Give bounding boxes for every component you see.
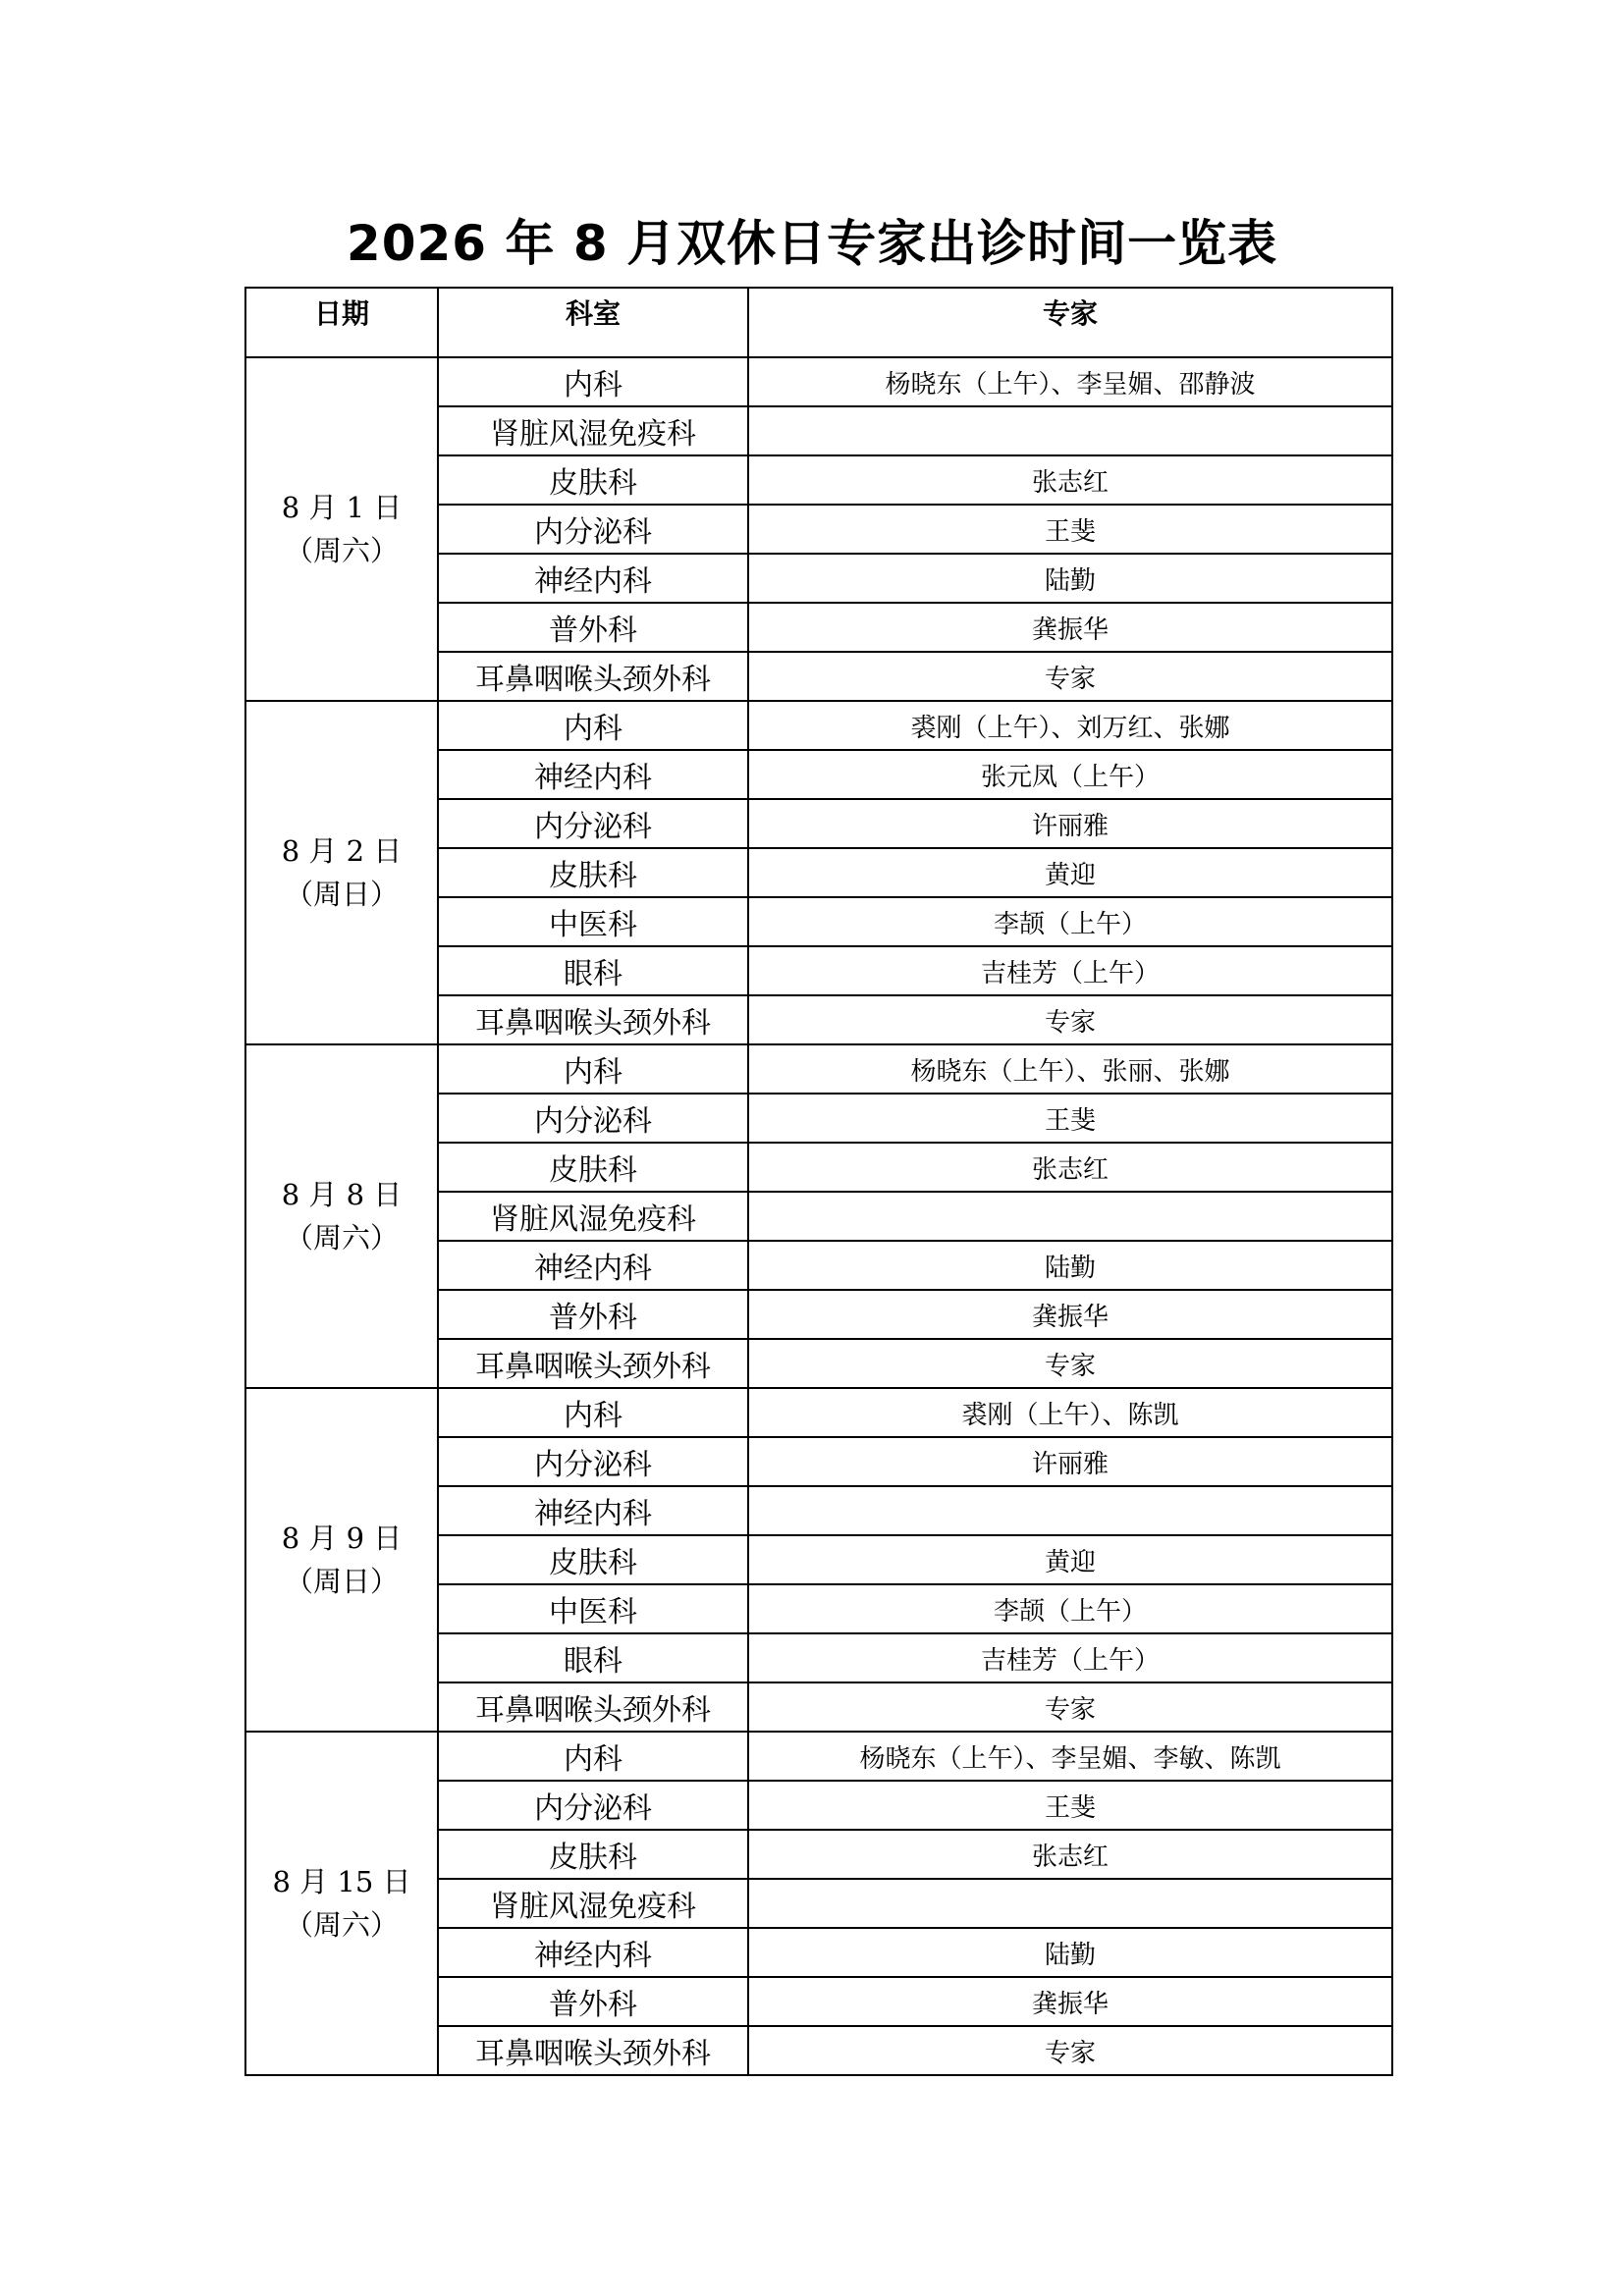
date-cell bbox=[245, 701, 438, 1044]
department-cell: 内科 bbox=[438, 1044, 748, 1094]
header-date: 日期 bbox=[245, 288, 438, 357]
table-header-row bbox=[245, 288, 1392, 357]
date-label: 8 月 1 日 bbox=[281, 491, 403, 524]
expert-cell: 王斐 bbox=[748, 1781, 1392, 1830]
date-label: 8 月 8 日 bbox=[281, 1178, 403, 1211]
table-row bbox=[245, 1732, 1392, 1781]
department-cell: 皮肤科 bbox=[438, 1143, 748, 1192]
expert-cell: 杨晓东（上午）、李呈媚、李敏、陈凯 bbox=[748, 1732, 1392, 1781]
department-cell: 眼科 bbox=[438, 946, 748, 995]
expert-cell: 黄迎 bbox=[748, 848, 1392, 897]
expert-cell: 专家 bbox=[748, 2026, 1392, 2075]
expert-cell: 王斐 bbox=[748, 505, 1392, 554]
expert-cell: 陆勤 bbox=[748, 1241, 1392, 1290]
expert-cell bbox=[748, 1192, 1392, 1241]
table-row bbox=[245, 1044, 1392, 1094]
expert-cell: 许丽雅 bbox=[748, 1437, 1392, 1486]
department-cell: 耳鼻咽喉头颈外科 bbox=[438, 2026, 748, 2075]
department-cell: 普外科 bbox=[438, 603, 748, 652]
table-row bbox=[245, 357, 1392, 406]
expert-cell bbox=[748, 1879, 1392, 1928]
expert-cell: 吉桂芳（上午） bbox=[748, 1633, 1392, 1682]
department-cell: 肾脏风湿免疫科 bbox=[438, 1879, 748, 1928]
expert-cell: 龚振华 bbox=[748, 603, 1392, 652]
expert-cell: 陆勤 bbox=[748, 554, 1392, 603]
department-cell: 神经内科 bbox=[438, 554, 748, 603]
weekday-label: （周日） bbox=[284, 1565, 399, 1598]
department-cell: 内科 bbox=[438, 1732, 748, 1781]
department-cell: 中医科 bbox=[438, 1584, 748, 1633]
expert-cell bbox=[748, 1486, 1392, 1535]
department-cell: 内科 bbox=[438, 1388, 748, 1437]
expert-cell: 龚振华 bbox=[748, 1290, 1392, 1339]
department-cell: 皮肤科 bbox=[438, 1535, 748, 1584]
expert-cell: 吉桂芳（上午） bbox=[748, 946, 1392, 995]
department-cell: 内科 bbox=[438, 701, 748, 750]
date-cell bbox=[245, 1044, 438, 1388]
date-cell bbox=[245, 357, 438, 701]
expert-cell: 黄迎 bbox=[748, 1535, 1392, 1584]
expert-cell: 专家 bbox=[748, 1682, 1392, 1732]
department-cell: 皮肤科 bbox=[438, 848, 748, 897]
expert-cell: 李颉（上午） bbox=[748, 897, 1392, 946]
header-department: 科室 bbox=[438, 288, 748, 357]
date-cell bbox=[245, 1732, 438, 2075]
schedule-body bbox=[245, 357, 1392, 2075]
expert-cell: 杨晓东（上午）、李呈媚、邵静波 bbox=[748, 357, 1392, 406]
department-cell: 耳鼻咽喉头颈外科 bbox=[438, 1682, 748, 1732]
department-cell: 神经内科 bbox=[438, 1928, 748, 1977]
expert-cell: 龚振华 bbox=[748, 1977, 1392, 2026]
weekday-label: （周六） bbox=[284, 1908, 399, 1942]
expert-cell: 裘刚（上午）、刘万红、张娜 bbox=[748, 701, 1392, 750]
expert-cell bbox=[748, 406, 1392, 455]
table-row bbox=[245, 1388, 1392, 1437]
expert-cell: 专家 bbox=[748, 652, 1392, 701]
department-cell: 普外科 bbox=[438, 1977, 748, 2026]
department-cell: 耳鼻咽喉头颈外科 bbox=[438, 652, 748, 701]
date-label: 8 月 2 日 bbox=[281, 834, 403, 868]
department-cell: 普外科 bbox=[438, 1290, 748, 1339]
expert-cell: 王斐 bbox=[748, 1094, 1392, 1143]
expert-cell: 杨晓东（上午）、张丽、张娜 bbox=[748, 1044, 1392, 1094]
date-label: 8 月 9 日 bbox=[281, 1522, 403, 1555]
expert-cell: 裘刚（上午）、陈凯 bbox=[748, 1388, 1392, 1437]
department-cell: 肾脏风湿免疫科 bbox=[438, 1192, 748, 1241]
table-row bbox=[245, 701, 1392, 750]
expert-cell: 专家 bbox=[748, 995, 1392, 1044]
department-cell: 皮肤科 bbox=[438, 1830, 748, 1879]
date-label: 8 月 15 日 bbox=[272, 1865, 411, 1898]
department-cell: 皮肤科 bbox=[438, 455, 748, 505]
expert-cell: 李颉（上午） bbox=[748, 1584, 1392, 1633]
department-cell: 中医科 bbox=[438, 897, 748, 946]
department-cell: 神经内科 bbox=[438, 1486, 748, 1535]
department-cell: 神经内科 bbox=[438, 750, 748, 799]
expert-cell: 张志红 bbox=[748, 455, 1392, 505]
expert-cell: 张志红 bbox=[748, 1143, 1392, 1192]
weekday-label: （周六） bbox=[284, 1221, 399, 1255]
department-cell: 内分泌科 bbox=[438, 1094, 748, 1143]
department-cell: 内科 bbox=[438, 357, 748, 406]
department-cell: 肾脏风湿免疫科 bbox=[438, 406, 748, 455]
header-expert: 专家 bbox=[748, 288, 1392, 357]
expert-cell: 张志红 bbox=[748, 1830, 1392, 1879]
page-title: 2026 年 8 月双休日专家出诊时间一览表 bbox=[346, 215, 1278, 272]
expert-cell: 专家 bbox=[748, 1339, 1392, 1388]
schedule-table bbox=[244, 287, 1393, 2076]
expert-cell: 张元凤（上午） bbox=[748, 750, 1392, 799]
department-cell: 耳鼻咽喉头颈外科 bbox=[438, 1339, 748, 1388]
department-cell: 眼科 bbox=[438, 1633, 748, 1682]
department-cell: 内分泌科 bbox=[438, 1437, 748, 1486]
department-cell: 内分泌科 bbox=[438, 799, 748, 848]
department-cell: 耳鼻咽喉头颈外科 bbox=[438, 995, 748, 1044]
expert-cell: 陆勤 bbox=[748, 1928, 1392, 1977]
date-cell bbox=[245, 1388, 438, 1732]
department-cell: 内分泌科 bbox=[438, 505, 748, 554]
expert-cell: 许丽雅 bbox=[748, 799, 1392, 848]
department-cell: 神经内科 bbox=[438, 1241, 748, 1290]
weekday-label: （周六） bbox=[284, 534, 399, 567]
department-cell: 内分泌科 bbox=[438, 1781, 748, 1830]
weekday-label: （周日） bbox=[284, 878, 399, 911]
